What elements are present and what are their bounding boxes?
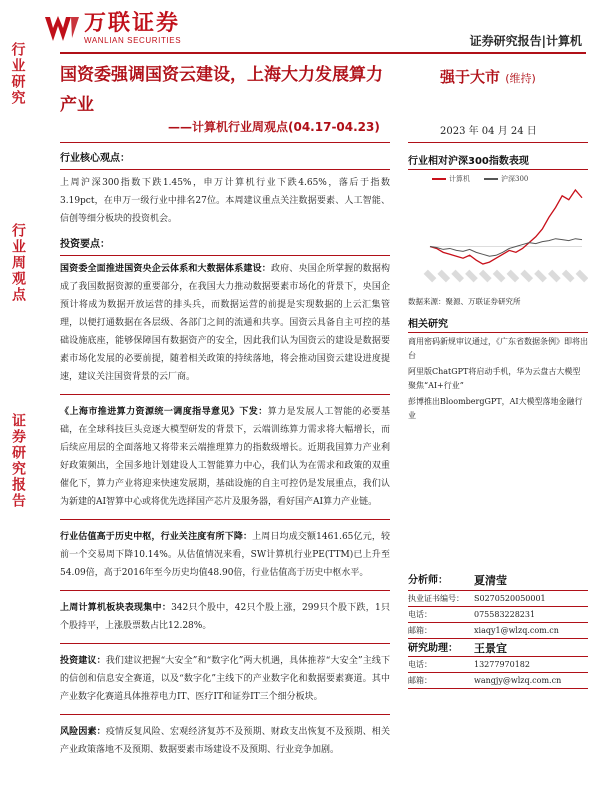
point-investment-advice: 投资建议：我们建议把握“大安全”和“数字化”两大机遇，具体推荐“大安全”主线下的信创和信息安全赛道，以及“数字化”主线下的产业数字化和数据要素赛道。其中产业数字化赛道具体推荐电力IT、医疗IT和证券IT三个细分板块。 [60, 656, 390, 702]
core-heading: 行业核心观点： [60, 150, 390, 170]
cert-label: 执业证书编号： [408, 594, 464, 603]
rating-note: (维持) [505, 72, 536, 85]
point-valuation: 行业估值高于历史中枢，行业关注度有所下降：上周日均成交额1461.65亿元，较前一个交易周下降10.14%。从估值情况来看，SW计算机行业PE(TTM)已上升至54.09倍，高于2016年至今历史均值48.90倍，行业估值高于历史中枢水平。 [60, 532, 390, 578]
chart-series-line-0 [430, 190, 582, 264]
divider [60, 394, 390, 395]
rating [440, 66, 536, 87]
report-title: 国资委强调国资云建设，上海大力发展算力产业 [60, 65, 383, 115]
title-divider-right [408, 142, 588, 143]
assistant-phone-label: 电话： [408, 660, 432, 669]
report-subtitle: ——计算机行业周观点(04.17-04.23) [168, 120, 380, 134]
email-label: 邮箱： [408, 626, 432, 635]
sidebar-tag-research-report: 证券研究报告 [0, 395, 36, 527]
related-item[interactable]: 阿里版ChatGPT将启动手机，华为云盘古大模型聚焦“AI+行业” [408, 367, 581, 390]
analyst-info [408, 574, 588, 690]
chart-plot [408, 184, 588, 288]
divider [60, 519, 390, 520]
assistant-label: 研究助理： [408, 643, 458, 654]
sidebar-tag-weekly-view: 行业周观点 [0, 208, 36, 318]
chart-source: 数据来源：聚源、万联证券研究所 [408, 297, 521, 306]
logo-mark-icon [44, 14, 80, 44]
chart-x-tick [576, 270, 588, 283]
chart-x-tick [507, 270, 520, 283]
email-address[interactable]: xiaqy1@wlzq.com.cn [474, 626, 559, 635]
chart-x-tick [479, 270, 492, 283]
point-state-cloud: 国资委全面推进国资央企云体系和大数据体系建设：政府、央国企所掌握的数据构成了我国数据资源的重要部分，在我国大力推动数据要素市场化的背景下，央国企预计将成为数据开放运营的排头兵，而数据运营的前提是实现数据的上云汇集管理，以便打通数据在各层级、各部门之间的流通和共享。国资云具备自主可控的基础设施底座，能够保障国有数据资产的安全，因此我们认为国资云的建设是数据要素市场化发展的必要前提，随着相关政策的持续落地，将会推动国资云建设进度提速，建议关注国资背景的云厂商。 [60, 264, 390, 382]
phone-number: 075583228231 [474, 610, 536, 619]
performance-chart [408, 172, 588, 290]
chart-legend [408, 174, 588, 184]
company-logo [44, 12, 181, 46]
chart-x-tick [562, 270, 575, 283]
chart-section [408, 152, 588, 170]
chart-x-tick [493, 270, 506, 283]
chart-x-tick [534, 270, 547, 283]
divider [60, 714, 390, 715]
related-item[interactable]: 彭博推出BloombergGPT，AI大模型落地金融行业 [408, 397, 583, 420]
logo-text-cn: 万联证券 [84, 11, 181, 36]
analyst-label: 分析师： [408, 575, 448, 586]
point-shanghai-computing: 《上海市推进算力资源统一调度指导意见》下发：算力是发展人工智能的必要基础，在全球科技巨头竞逐大模型研发的背景下，云端训练算力需求将大幅增长，而后续应用层的全面落地又将带来云端推理算力的指数级增长。近期我国算力产业利好政策频出，全国多地计划建设人工智能算力中心，我们认为在需求和政策的双重催化下，算力产业将迎来快速发展期，基础设施的自主可控仍是发展重点，我们认为新建的AI智算中心或将优先选择国产芯片及服务器，看好国产AI算力产业链。 [60, 407, 390, 507]
rating-label: 强于大市 [440, 68, 501, 86]
chart-series-line-1 [430, 239, 582, 257]
report-category: 证券研究报告|计算机 [469, 34, 582, 48]
title-divider [60, 142, 390, 143]
report-date: 2023 年 04 月 24 日 [440, 126, 537, 137]
point-risk-factors: 风险因素：疫情反复风险、宏观经济复苏不及预期、财政支出恢复不及预期、相关产业政策落地不及预期、数据要素市场建设不及预期、行业竞争加剧。 [60, 727, 390, 755]
chart-x-tick [548, 270, 561, 283]
points-heading: 投资要点： [60, 236, 390, 256]
related-item[interactable]: 商用密码新规审议通过，《广东省数据条例》即将出台 [408, 337, 588, 360]
header-divider [60, 52, 586, 54]
divider [60, 590, 390, 591]
chart-x-tick [465, 270, 478, 283]
legend-item-hs300: 沪深300 [484, 174, 528, 184]
phone-label: 电话： [408, 610, 432, 619]
chart-x-tick [451, 270, 464, 283]
sidebar-tag-industry-research: 行业研究 [0, 30, 36, 118]
divider [60, 643, 390, 644]
main-content [60, 150, 390, 767]
legend-item-computer: 计算机 [432, 174, 470, 184]
logo-text-en: WANLIAN SECURITIES [84, 36, 182, 45]
core-paragraph: 上周沪深300指数下跌1.45%，申万计算机行业下跌4.65%，落后于指数3.19pct，在申万一级行业中排名27位。本周建议重点关注数据要素、人工智能、信创等细分板块的投资机会。 [60, 178, 390, 224]
chart-x-tick [437, 270, 450, 283]
cert-number: S0270520050001 [474, 594, 546, 603]
point-sector-performance: 上周计算机板块表现集中：342只个股中，42只个股上涨，299只个股下跌，1只个股持平，上涨股票数占比12.28%。 [60, 603, 390, 631]
chart-title: 行业相对沪深300指数表现 [408, 152, 588, 170]
chart-x-tick [424, 270, 437, 283]
assistant-email-label: 邮箱： [408, 676, 432, 685]
analyst-name: 夏清莹 [474, 574, 507, 587]
assistant-email[interactable]: wangjy@wlzq.com.cn [474, 676, 562, 685]
chart-x-tick [520, 270, 533, 283]
related-research [408, 318, 588, 425]
assistant-phone: 13277970182 [474, 660, 530, 669]
assistant-name: 王景宜 [474, 642, 507, 655]
related-title: 相关研究 [408, 318, 588, 333]
